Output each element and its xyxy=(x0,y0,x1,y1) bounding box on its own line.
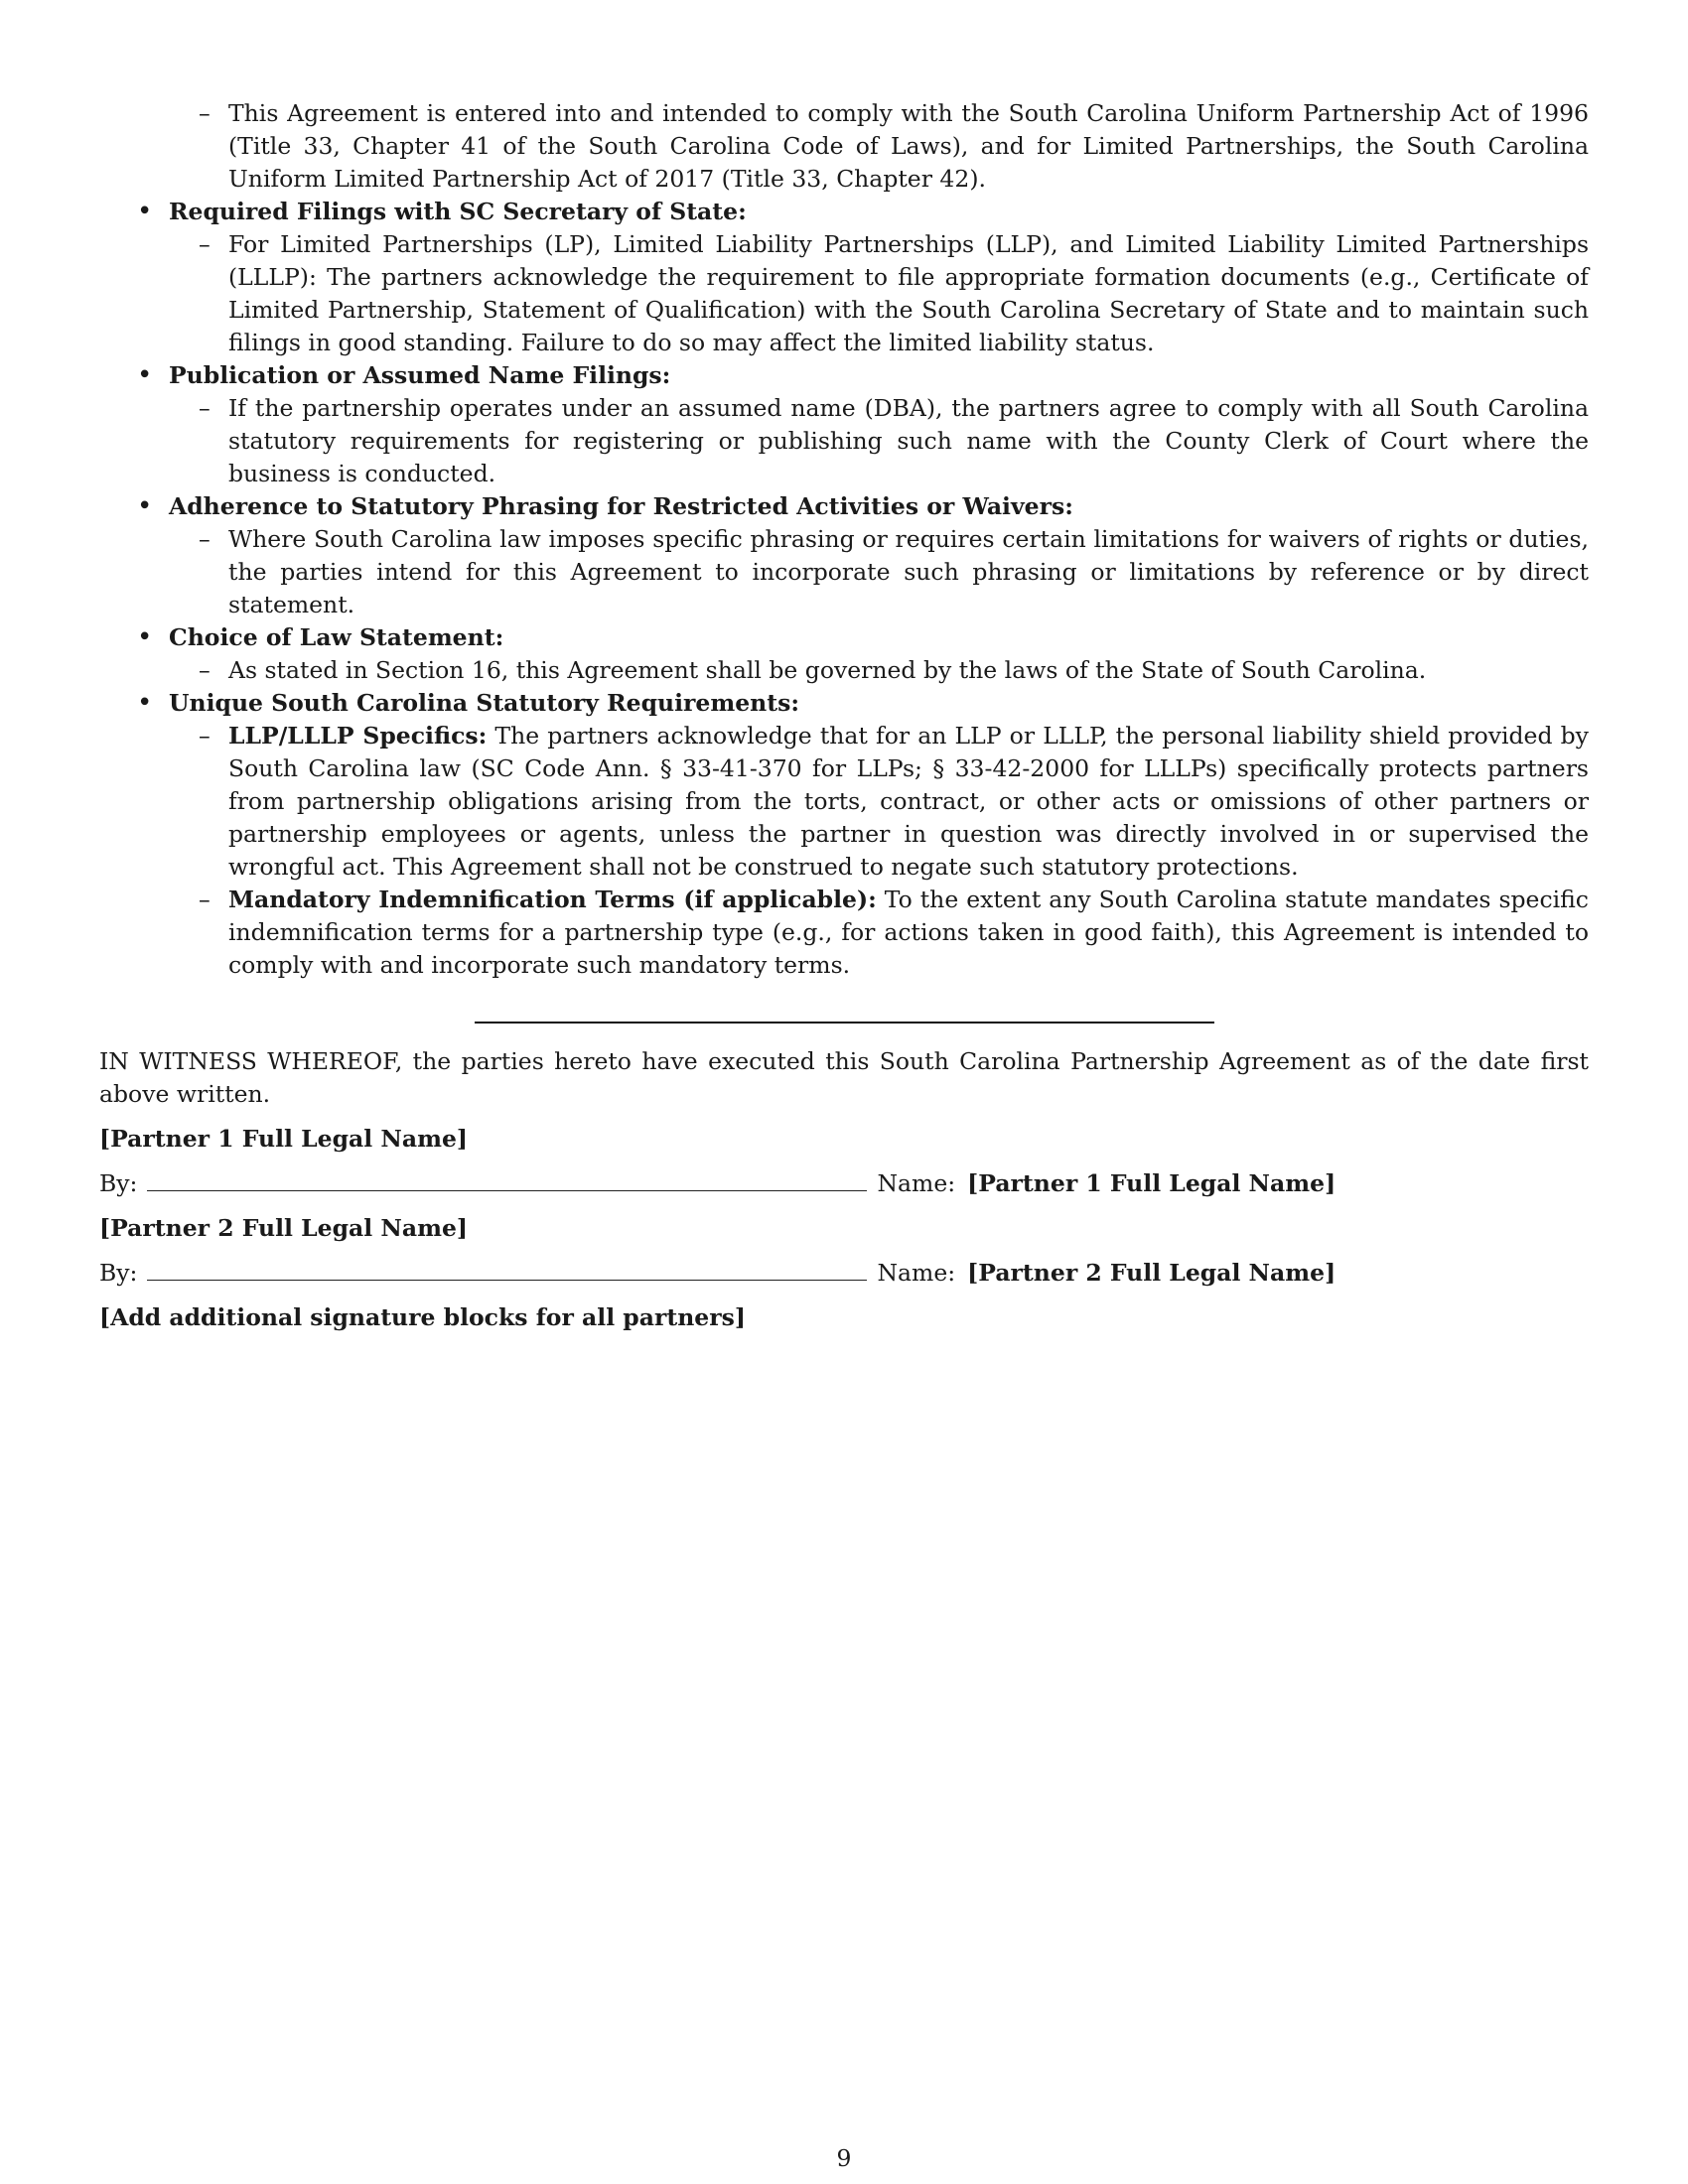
signature-heading-partner-2: [Partner 2 Full Legal Name] xyxy=(99,1214,469,1242)
page-number: 9 xyxy=(836,2144,852,2172)
additional-signature-note: [Add additional signature blocks for all partners] xyxy=(99,1303,746,1331)
section-choice-of-law-subitems xyxy=(99,654,1589,687)
horizontal-divider xyxy=(475,1022,1214,1024)
list-item xyxy=(99,720,1589,884)
witness-statement: IN WITNESS WHEREOF, the parties hereto have executed this South Carolina Partnership Agreement as of the date first above written. xyxy=(99,1047,1589,1108)
by-label: By: xyxy=(99,1169,138,1197)
section-choice-of-law xyxy=(99,621,1589,654)
signature-heading-partner-1: [Partner 1 Full Legal Name] xyxy=(99,1125,469,1153)
signature-blank[interactable] xyxy=(147,1168,867,1191)
name-value: [Partner 1 Full Legal Name] xyxy=(967,1169,1336,1197)
section-required-filings-subitems xyxy=(99,228,1589,359)
signature-heading-text: Partner 2 Full Legal Name xyxy=(110,1214,457,1242)
name-label: Name: xyxy=(877,1169,956,1197)
section-statutory-phrasing-subitems xyxy=(99,523,1589,621)
item-lead: Mandatory Indemnification Terms (if applicable): xyxy=(228,886,877,913)
requirements-list xyxy=(99,196,1589,982)
section-heading: Required Filings with SC Secretary of State: xyxy=(169,198,747,225)
signature-heading-text: Partner 1 Full Legal Name xyxy=(110,1125,457,1153)
list-item xyxy=(99,228,1589,359)
section-heading: Choice of Law Statement: xyxy=(169,623,504,651)
section-heading: Unique South Carolina Statutory Requirements: xyxy=(169,689,800,717)
item-text: Where South Carolina law imposes specific phrasing or requires certain limitations for waivers of rights or duties, the parties intend for this Agreement to incorporate such phrasing or limitations by reference or by direct statement. xyxy=(228,525,1589,618)
section-unique-requirements xyxy=(99,687,1589,720)
intro-list xyxy=(99,97,1589,196)
document-page xyxy=(99,97,1589,1334)
section-heading: Adherence to Statutory Phrasing for Restricted Activities or Waivers: xyxy=(169,492,1073,520)
section-statutory-phrasing xyxy=(99,490,1589,523)
by-label: By: xyxy=(99,1259,138,1287)
intro-list-item xyxy=(99,97,1589,196)
item-text: For Limited Partnerships (LP), Limited Liability Partnerships (LLP), and Limited Liability Limited Partnerships (LLLP): The partners acknowledge the requirement to file appropriate formation documents (e.g., Certificate of Limited Partnership, Statement of Qualification) with the South Carolina Secretary of State and to maintain such filings in good standing. Failure to do so may affect the limited liability status. xyxy=(228,230,1589,356)
item-text: The partners acknowledge that for an LLP or LLLP, the personal liability shield provided by South Carolina law (SC Code Ann. § 33-41-370 for LLPs; § 33-42-2000 for LLLPs) specifically protects partners from partnership obligations arising from the torts, contract, or other acts or omissions of other partners or partnership employees or agents, unless the partner in question was directly involved in or supervised the wrongful act. This Agreement shall not be construed to negate such statutory protections. xyxy=(228,722,1589,881)
item-text: As stated in Section 16, this Agreement shall be governed by the laws of the State of South Carolina. xyxy=(228,656,1427,684)
signature-line-partner-1 xyxy=(99,1167,1589,1200)
list-item xyxy=(99,654,1589,687)
item-text: To the extent any South Carolina statute mandates specific indemnification terms for a partnership type (e.g., for actions taken in good faith), this Agreement is intended to comply with and incorporate such mandatory terms. xyxy=(228,886,1589,979)
section-required-filings xyxy=(99,196,1589,228)
item-lead: LLP/LLLP Specifics: xyxy=(228,722,488,750)
section-heading: Publication or Assumed Name Filings: xyxy=(169,361,671,389)
intro-item-text: This Agreement is entered into and intended to comply with the South Carolina Uniform Partnership Act of 1996 (Title 33, Chapter 41 of the South Carolina Code of Laws), and for Limited Partnerships, the South Carolina Uniform Limited Partnership Act of 2017 (Title 33, Chapter 42). xyxy=(228,99,1589,193)
name-value: [Partner 2 Full Legal Name] xyxy=(967,1259,1336,1287)
list-item xyxy=(99,392,1589,490)
section-assumed-name-subitems xyxy=(99,392,1589,490)
section-unique-requirements-subitems xyxy=(99,720,1589,982)
list-item xyxy=(99,523,1589,621)
signature-blank[interactable] xyxy=(147,1258,867,1281)
section-assumed-name xyxy=(99,359,1589,392)
signature-line-partner-2 xyxy=(99,1257,1589,1290)
name-label: Name: xyxy=(877,1259,956,1287)
list-item xyxy=(99,884,1589,982)
item-text: If the partnership operates under an assumed name (DBA), the partners agree to comply with all South Carolina statutory requirements for registering or publishing such name with the County Clerk of Court where the business is conducted. xyxy=(228,394,1589,487)
